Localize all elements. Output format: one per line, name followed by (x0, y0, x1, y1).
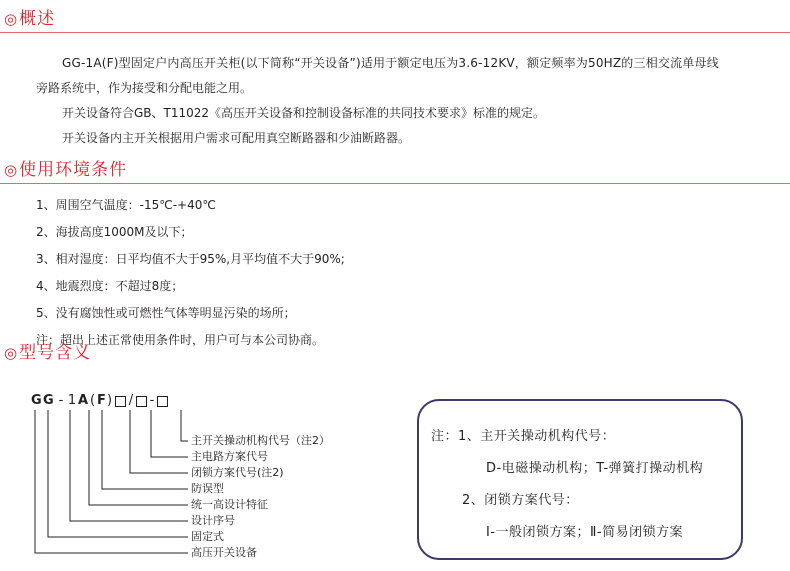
code-part-a: A (78, 393, 89, 408)
leader-line (181, 410, 188, 441)
label-design-serial: 设计序号 (191, 514, 235, 527)
label-hv-switchgear: 高压开关设备 (191, 546, 257, 559)
condition-item-3: 3、相对湿度：日平均值不大于95%,月平均值不大于90%; (36, 252, 345, 266)
condition-note: 注：超出上述正常使用条件时，用户可与本公司协商。 (36, 333, 325, 347)
label-anti-misoperation: 防误型 (191, 482, 224, 495)
condition-item-2: 2、海拔高度1000M及以下； (36, 225, 193, 239)
overview-paragraph-1-cont: 旁路系统中，作为接受和分配电能之用。 (36, 81, 253, 95)
condition-item-1: 1、周围空气温度：-15℃-+40℃ (36, 198, 216, 212)
label-fixed-type: 固定式 (191, 530, 224, 543)
section-title-text: 使用环境条件 (19, 160, 128, 180)
note-line-3: 2、闭锁方案代号： (462, 493, 579, 508)
circle-bullet-icon: ◎ (4, 10, 19, 28)
label-interlock-scheme: 闭锁方案代号(注2) (191, 466, 284, 479)
code-part-g1: G (31, 393, 42, 408)
note-line-1: 注：1、主开关操动机构代号： (431, 429, 616, 444)
condition-item-5: 5、没有腐蚀性或可燃性气体等明显污染的场所； (36, 306, 296, 320)
code-slash: / (128, 393, 134, 408)
leader-line (70, 410, 188, 521)
section-title-text: 概述 (19, 9, 56, 29)
code-part-g2: G (43, 393, 54, 408)
note-line-4: Ⅰ-一般闭锁方案；Ⅱ-简易闭锁方案 (486, 525, 684, 540)
condition-item-4: 4、地震烈度：不超过8度； (36, 279, 184, 293)
label-unified-design: 统一高设计特征 (191, 498, 268, 511)
code-part-1: 1 (67, 393, 77, 408)
label-main-circuit: 主电路方案代号 (191, 450, 268, 463)
note-line-2: D-电磁操动机构；T-弹簧打操动机构 (486, 461, 704, 476)
leader-line (151, 410, 188, 457)
code-part-f: F (97, 393, 106, 408)
leader-line (35, 410, 188, 553)
label-operating-mechanism: 主开关操动机构代号（注2） (191, 434, 330, 447)
code-open-paren: ( (90, 393, 96, 408)
circle-bullet-icon: ◎ (4, 161, 19, 179)
code-close-paren: ) (107, 393, 113, 408)
code-dash: - (149, 393, 155, 408)
code-dash: - (58, 393, 64, 408)
leader-line (130, 410, 188, 473)
overview-paragraph-1: GG-1A(F)型固定户内高压开关柜(以下简称“开关设备”)适用于额定电压为3.6-12KV，额定频率为50HZ的三相交流单母线 (62, 56, 719, 70)
section-title-text: 型号含义 (19, 343, 92, 363)
overview-paragraph-3: 开关设备内主开关根据用户需求可配用真空断路器和少油断路器。 (62, 131, 411, 145)
circle-bullet-icon: ◎ (4, 344, 19, 362)
leader-line (102, 410, 188, 489)
overview-paragraph-2: 开关设备符合GB、T11022《高压开关设备和控制设备标准的共同技术要求》标准的规定。 (62, 106, 546, 120)
